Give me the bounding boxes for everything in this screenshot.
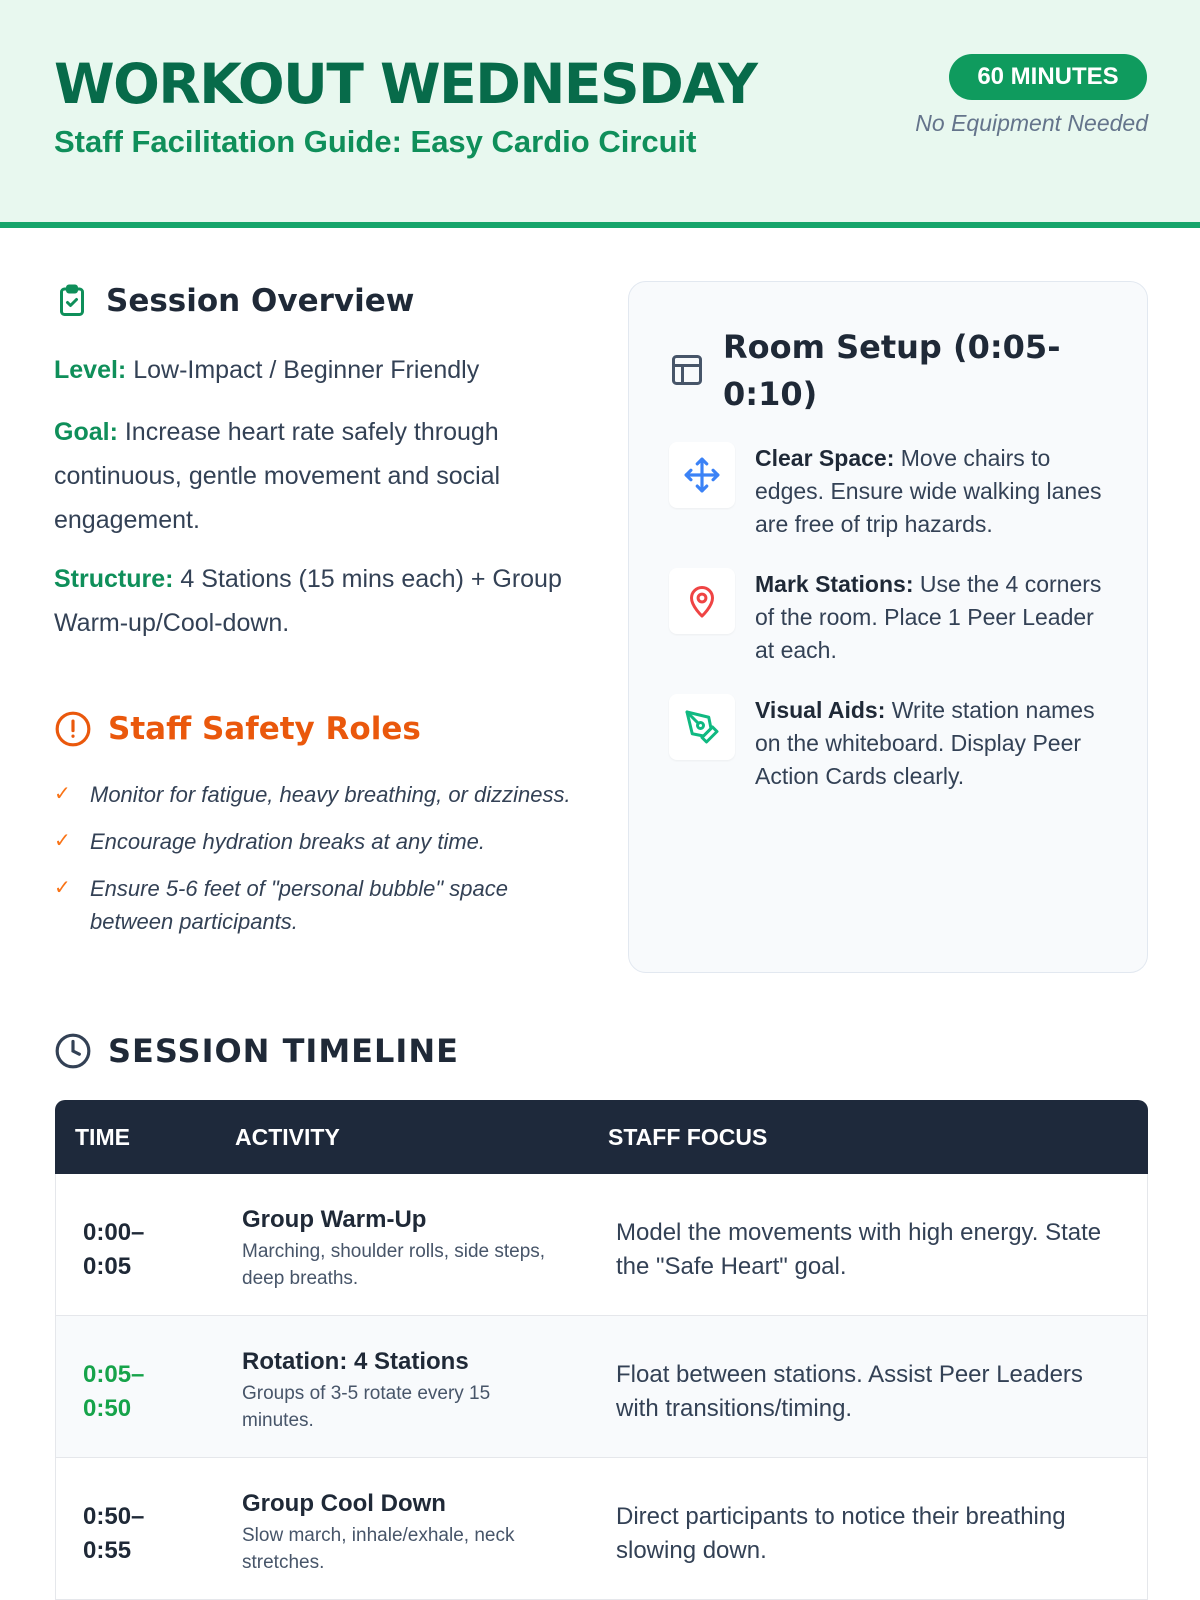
column-header-activity: ACTIVITY xyxy=(235,1124,340,1150)
column-header-staff-focus: STAFF FOCUS xyxy=(608,1124,768,1150)
goal-value: Increase heart rate safely through continuous, gentle movement and social engagement. xyxy=(54,418,501,534)
setup-item-text xyxy=(755,442,1119,541)
map-pin-icon xyxy=(684,583,720,619)
list-item xyxy=(54,872,584,938)
row-activity xyxy=(242,1204,562,1292)
setup-item-label: Visual Aids: xyxy=(755,697,886,723)
timeline-heading xyxy=(54,1032,459,1070)
check-icon: ✓ xyxy=(54,877,71,899)
goal-label: Goal: xyxy=(54,418,118,446)
safety-title: Staff Safety Roles xyxy=(108,711,421,747)
timeline-table xyxy=(55,1100,1148,1600)
structure-label: Structure: xyxy=(54,565,174,593)
time-start: 0:50– xyxy=(83,1503,145,1530)
column-header-time: TIME xyxy=(75,1124,130,1150)
clipboard-check-icon xyxy=(54,282,90,320)
page-subtitle: Staff Facilitation Guide: Easy Cardio Circuit xyxy=(54,124,697,159)
row-time xyxy=(83,1358,144,1426)
page-title: WORKOUT WEDNESDAY xyxy=(54,52,757,116)
pen-tool-icon xyxy=(684,709,720,745)
check-icon: ✓ xyxy=(54,783,71,805)
table-row xyxy=(55,1458,1148,1600)
duration-badge: 60 MINUTES xyxy=(949,54,1147,100)
setup-item xyxy=(669,568,1119,667)
time-end: 0:55 xyxy=(83,1537,132,1564)
setup-item-label: Clear Space: xyxy=(755,445,895,471)
table-row xyxy=(55,1316,1148,1458)
list-item xyxy=(54,825,584,858)
overview-goal xyxy=(54,410,574,542)
time-start: 0:00– xyxy=(83,1219,145,1246)
pen-tool-icon-box xyxy=(669,694,735,760)
equipment-note: No Equipment Needed xyxy=(915,110,1148,136)
check-icon: ✓ xyxy=(54,830,71,852)
setup-item-text xyxy=(755,568,1119,667)
timeline-title: SESSION TIMELINE xyxy=(108,1032,459,1070)
setup-item xyxy=(669,442,1119,541)
row-activity xyxy=(242,1346,562,1434)
overview-level xyxy=(54,348,574,392)
room-setup-title: Room Setup (0:05-0:10) xyxy=(723,328,1061,413)
overview-structure xyxy=(54,557,574,645)
level-label: Level: xyxy=(54,356,127,384)
room-setup-card xyxy=(628,281,1148,973)
safety-item-text: Ensure 5-6 feet of "personal bubble" space between participants. xyxy=(90,876,508,934)
safety-item-text: Monitor for fatigue, heavy breathing, or dizziness. xyxy=(90,782,571,807)
table-header xyxy=(55,1100,1148,1174)
activity-detail: Marching, shoulder rolls, side steps, deep breaths. xyxy=(242,1241,546,1289)
table-row xyxy=(55,1174,1148,1316)
clock-icon xyxy=(54,1032,92,1070)
activity-title: Group Warm-Up xyxy=(242,1206,427,1233)
move-arrows-icon xyxy=(683,456,721,494)
setup-item-desc: Move chairs to edges. Ensure wide walking lanes are free of trip hazards. xyxy=(755,445,1102,537)
overview-heading xyxy=(54,282,414,320)
level-value: Low-Impact / Beginner Friendly xyxy=(133,356,480,384)
structure-value: 4 Stations (15 mins each) + Group Warm-up/Cool-down. xyxy=(54,565,562,637)
safety-item-text: Encourage hydration breaks at any time. xyxy=(90,829,486,854)
list-item xyxy=(54,778,584,811)
row-staff-focus: Direct participants to notice their breathing slowing down. xyxy=(616,1503,1066,1564)
alert-circle-icon xyxy=(54,710,92,748)
row-time xyxy=(83,1216,144,1284)
row-staff-focus: Float between stations. Assist Peer Leaders with transitions/timing. xyxy=(616,1361,1083,1422)
safety-heading xyxy=(54,710,421,748)
setup-item-text xyxy=(755,694,1119,793)
page-header xyxy=(0,0,1200,228)
setup-item-label: Mark Stations: xyxy=(755,571,914,597)
move-arrows-icon-box xyxy=(669,442,735,508)
setup-item xyxy=(669,694,1119,793)
setup-item-desc: Use the 4 corners of the room. Place 1 Peer Leader at each. xyxy=(755,571,1102,663)
activity-title: Rotation: 4 Stations xyxy=(242,1348,469,1375)
row-time xyxy=(83,1500,144,1568)
row-staff-focus: Model the movements with high energy. State the "Safe Heart" goal. xyxy=(616,1219,1102,1280)
time-end: 0:05 xyxy=(83,1253,132,1280)
activity-detail: Groups of 3-5 rotate every 15 minutes. xyxy=(242,1383,491,1431)
time-start: 0:05– xyxy=(83,1361,145,1388)
activity-detail: Slow march, inhale/exhale, neck stretches. xyxy=(242,1525,515,1573)
row-activity xyxy=(242,1488,562,1576)
room-setup-heading xyxy=(669,324,1063,418)
layout-icon xyxy=(669,352,705,388)
setup-item-desc: Write station names on the whiteboard. Display Peer Action Cards clearly. xyxy=(755,697,1095,789)
activity-title: Group Cool Down xyxy=(242,1490,446,1517)
safety-list xyxy=(54,778,584,952)
overview-title: Session Overview xyxy=(106,283,415,319)
time-end: 0:50 xyxy=(83,1395,132,1422)
map-pin-icon-box xyxy=(669,568,735,634)
